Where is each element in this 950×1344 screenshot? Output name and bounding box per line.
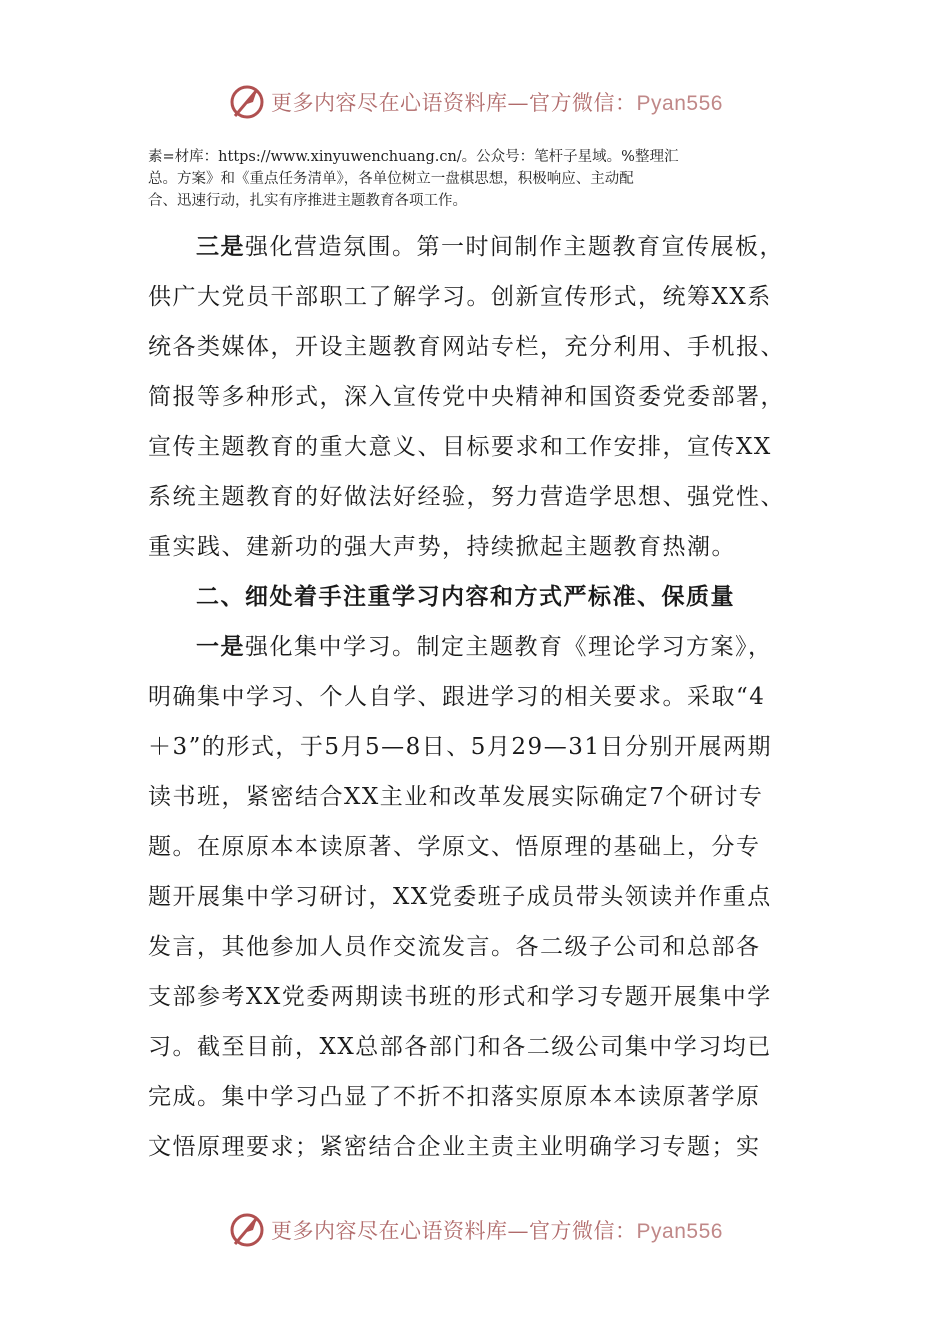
paragraph-line: 完成。集中学习凸显了不折不扣落实原原本本读原著学原 bbox=[148, 1084, 761, 1110]
paragraph-line: ＋3”的形式，于5月5—8日、5月29—31日分别开展两期 bbox=[148, 734, 772, 760]
banner-wechat-id: Pyan556 bbox=[636, 92, 723, 115]
quill-logo-icon bbox=[227, 1210, 267, 1250]
source-note bbox=[148, 146, 808, 212]
header-banner bbox=[0, 80, 950, 124]
document-body bbox=[148, 222, 808, 1172]
paragraph-line: 明确集中学习、个人自学、跟进学习的相关要求。采取“4 bbox=[148, 684, 766, 710]
paragraph-line: 题。在原原本本读原著、学原文、悟原理的基础上，分专 bbox=[148, 834, 761, 860]
paragraph-line: 供广大党员干部职工了解学习。创新宣传形式，统筹XX系 bbox=[148, 284, 772, 310]
banner-text: 更多内容尽在心语资料库—官方微信： bbox=[271, 1219, 637, 1243]
paragraph-lead: 三是 bbox=[196, 233, 245, 260]
note-line: 素=材库：https://www.xinyuwenchuang.cn/。公众号：笔杆子星域。%整理汇 bbox=[148, 149, 679, 165]
paragraph-line: 三是强化营造氛围。第一时间制作主题教育宣传展板， bbox=[196, 233, 784, 260]
note-line: 合、迅速行动，扎实有序推进主题教育各项工作。 bbox=[148, 193, 467, 209]
paragraph-line: 支部参考XX党委两期读书班的形式和学习专题开展集中学 bbox=[148, 984, 772, 1010]
banner-text: 更多内容尽在心语资料库—官方微信： bbox=[271, 91, 637, 115]
paragraph-line: 统各类媒体，开设主题教育网站专栏，充分利用、手机报、 bbox=[148, 334, 785, 360]
quill-logo-icon bbox=[227, 82, 267, 122]
paragraph-line: 重实践、建新功的强大声势，持续掀起主题教育热潮。 bbox=[148, 534, 736, 560]
paragraph-line: 发言，其他参加人员作交流发言。各二级子公司和总部各 bbox=[148, 934, 761, 960]
paragraph-line: 一是强化集中学习。制定主题教育《理论学习方案》， bbox=[196, 633, 773, 660]
paragraph-line: 宣传主题教育的重大意义、目标要求和工作安排，宣传XX bbox=[148, 434, 772, 460]
paragraph-line: 习。截至目前，XX总部各部门和各二级公司集中学习均已 bbox=[148, 1034, 772, 1060]
paragraph-line: 读书班，紧密结合XX主业和改革发展实际确定7个研讨专 bbox=[148, 784, 764, 810]
banner-wechat-id: Pyan556 bbox=[636, 1220, 723, 1243]
paragraph-line: 题开展集中学习研讨，XX党委班子成员带头领读并作重点 bbox=[148, 884, 772, 910]
footer-banner bbox=[0, 1208, 950, 1252]
paragraph-lead: 一是 bbox=[196, 633, 245, 660]
section-heading: 二、细处着手注重学习内容和方式严标准、保质量 bbox=[196, 583, 735, 610]
note-line: 总。方案》和《重点任务清单》，各单位树立一盘棋思想，积极响应、主动配 bbox=[148, 171, 634, 187]
paragraph-line: 简报等多种形式，深入宣传党中央精神和国资委党委部署， bbox=[148, 384, 785, 410]
paragraph-line: 文悟原理要求；紧密结合企业主责主业明确学习专题；实 bbox=[148, 1134, 761, 1160]
paragraph-line: 系统主题教育的好做法好经验，努力营造学思想、强党性、 bbox=[148, 484, 785, 510]
